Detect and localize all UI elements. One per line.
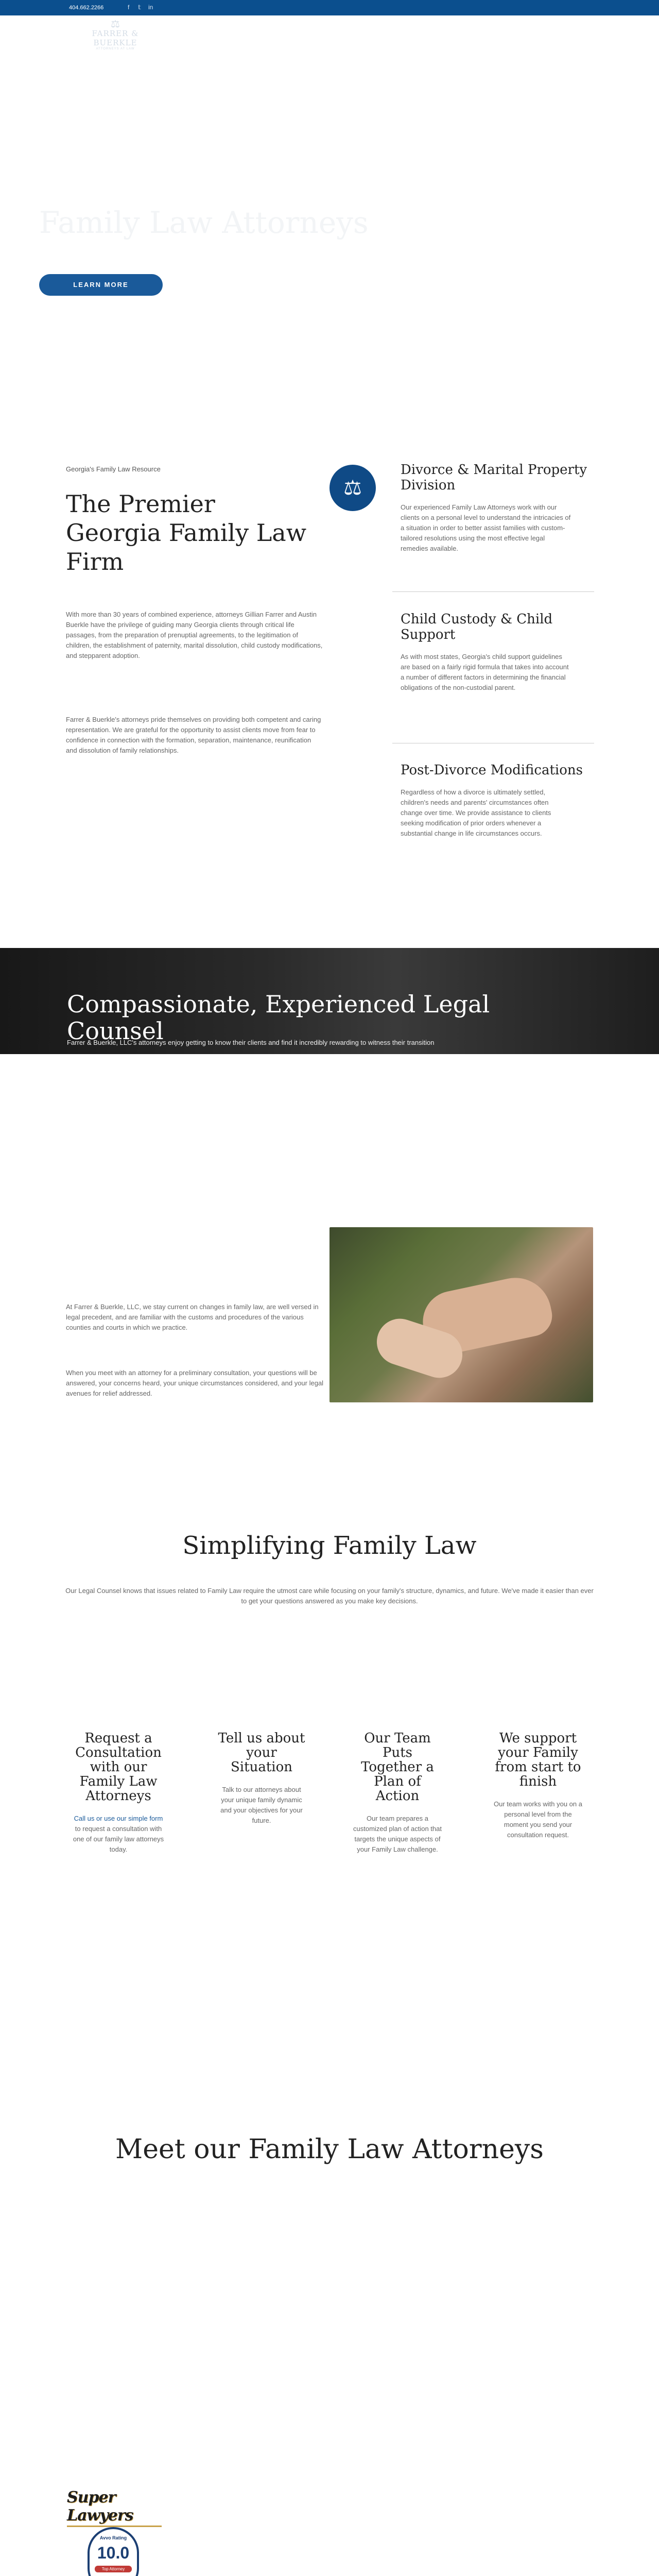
intro-eyebrow: Georgia's Family Law Resource (66, 465, 161, 473)
service-body: As with most states, Georgia's child support guidelines are based on a fairly rigid formula that takes into account a number of different factors in determining the financial obligations of the non-custodial parent. (401, 653, 569, 691)
step-description: Our team works with you on a personal level from the moment you send your consultation request. (494, 1800, 582, 1839)
hero-ghost-heading: Family Law Attorneys (39, 205, 369, 240)
scales-icon: ⚖ (111, 19, 120, 30)
intro-paragraph-2: Farrer & Buerkle's attorneys pride themselves on providing both competent and caring representation. We are grateful for the opportunity to assist clients move from fear to confidence in connection with the formation, separation, maintenance, reunification and dissolution of family relationships. (66, 716, 321, 754)
step-title: Our Team Puts Together a Plan of Action (361, 1731, 434, 1804)
step-desc-text: to request a consultation with one of our family law attorneys today. (73, 1825, 164, 1853)
step-description: Our team prepares a customized plan of action that targets the unique aspects of your Family Law challenge. (353, 1815, 442, 1853)
logo-name: FARRER & BUERKLE (92, 29, 139, 47)
intro-paragraph-1: With more than 30 years of combined experience, attorneys Gillian Farrer and Austin Buerkle have the privilege of guiding many Georgia clients through critical life passages, from the preparation of prenuptial agreements, to the legitimation of children, the establishment of paternity, marital dissolution, child custody modifications, and stepparent adoption. (66, 611, 323, 659)
super-lawyers-wordmark: Super Lawyers (67, 2488, 133, 2524)
learn-more-button[interactable]: LEARN MORE (39, 274, 163, 296)
divider (392, 591, 594, 592)
simplifying-lead: Our Legal Counsel knows that issues related to Family Law require the utmost care while focusing on your family's structure, dynamics, and future. We've made it easier than ever to get your questions answered as you make key decisions. (65, 1587, 594, 1605)
twitter-icon[interactable]: 𝕥 (138, 4, 141, 11)
step-description: Talk to our attorneys about your unique family dynamic and your objectives for your future. (220, 1786, 303, 1824)
top-bar (0, 0, 659, 15)
service-divorce (401, 462, 592, 554)
facebook-icon[interactable]: f (128, 4, 130, 11)
hero-section (0, 52, 659, 340)
step-title: Request a Consultation with our Family Law Attorneys (75, 1731, 162, 1804)
logo-tagline: ATTORNEYS AT LAW (96, 47, 135, 50)
contact-form-link[interactable]: Call us or use our simple form (74, 1815, 163, 1822)
linkedin-icon[interactable]: in (148, 4, 153, 11)
avvo-score: 10.0 (97, 2544, 130, 2562)
step-description (72, 1814, 165, 1855)
banner-heading: Compassionate, Experienced Legal Counsel (67, 990, 490, 1045)
attorneys-title: Meet our Family Law Attorneys (115, 2134, 544, 2165)
banner-subtext: Farrer & Buerkle, LLC's attorneys enjoy getting to know their clients and find it incredibly rewarding to witness their transition (67, 1039, 435, 1046)
step-2 (215, 1731, 308, 1826)
step-title: We support your Family from start to finish (495, 1731, 581, 1789)
intro-title: The Premier Georgia Family Law Firm (66, 490, 307, 575)
parent-child-hands-photo (330, 1227, 593, 1402)
avvo-title: Avvo Rating (99, 2535, 127, 2540)
avvo-subtitle: Top Attorney (95, 2566, 132, 2572)
practice-paragraph-1: At Farrer & Buerkle, LLC, we stay current on changes in family law, are well versed in legal precedent, and are familiar with the customs and procedures of the various counties and courts in which we practice. (66, 1303, 319, 1331)
site-header (0, 15, 659, 52)
service-title: Child Custody & Child Support (401, 612, 553, 642)
practice-paragraph-2: When you meet with an attorney for a preliminary consultation, your questions will be answered, your concerns heard, your unique circumstances considered, and your legal avenues for relief addressed. (66, 1369, 324, 1397)
service-title: Divorce & Marital Property Division (401, 462, 587, 493)
service-post-divorce (401, 762, 592, 839)
step-title: Tell us about your Situation (218, 1731, 305, 1775)
step-4 (492, 1731, 584, 1840)
site-logo[interactable] (69, 19, 162, 50)
super-lawyers-badge (67, 2488, 162, 2527)
topbar-phone[interactable]: 404.662.2266 (69, 5, 104, 11)
step-3 (351, 1731, 444, 1855)
step-1 (72, 1731, 165, 1855)
gavel-icon: ⚖ (330, 465, 376, 511)
simplifying-title: Simplifying Family Law (182, 1531, 477, 1560)
service-body: Our experienced Family Law Attorneys work with our clients on a personal level to understand the intricacies of a situation in order to better assist families with custom-tailored resolutions using the most effective legal remedies available. (401, 503, 571, 552)
service-child-custody (401, 612, 592, 693)
service-title: Post-Divorce Modifications (401, 762, 583, 778)
avvo-rating-badge (88, 2527, 139, 2576)
service-body: Regardless of how a divorce is ultimately settled, children's needs and parents' circumstances often change over time. We provide assistance to clients seeking modification of prior orders whenever a substantial change in life circumstances occurs. (401, 788, 551, 837)
